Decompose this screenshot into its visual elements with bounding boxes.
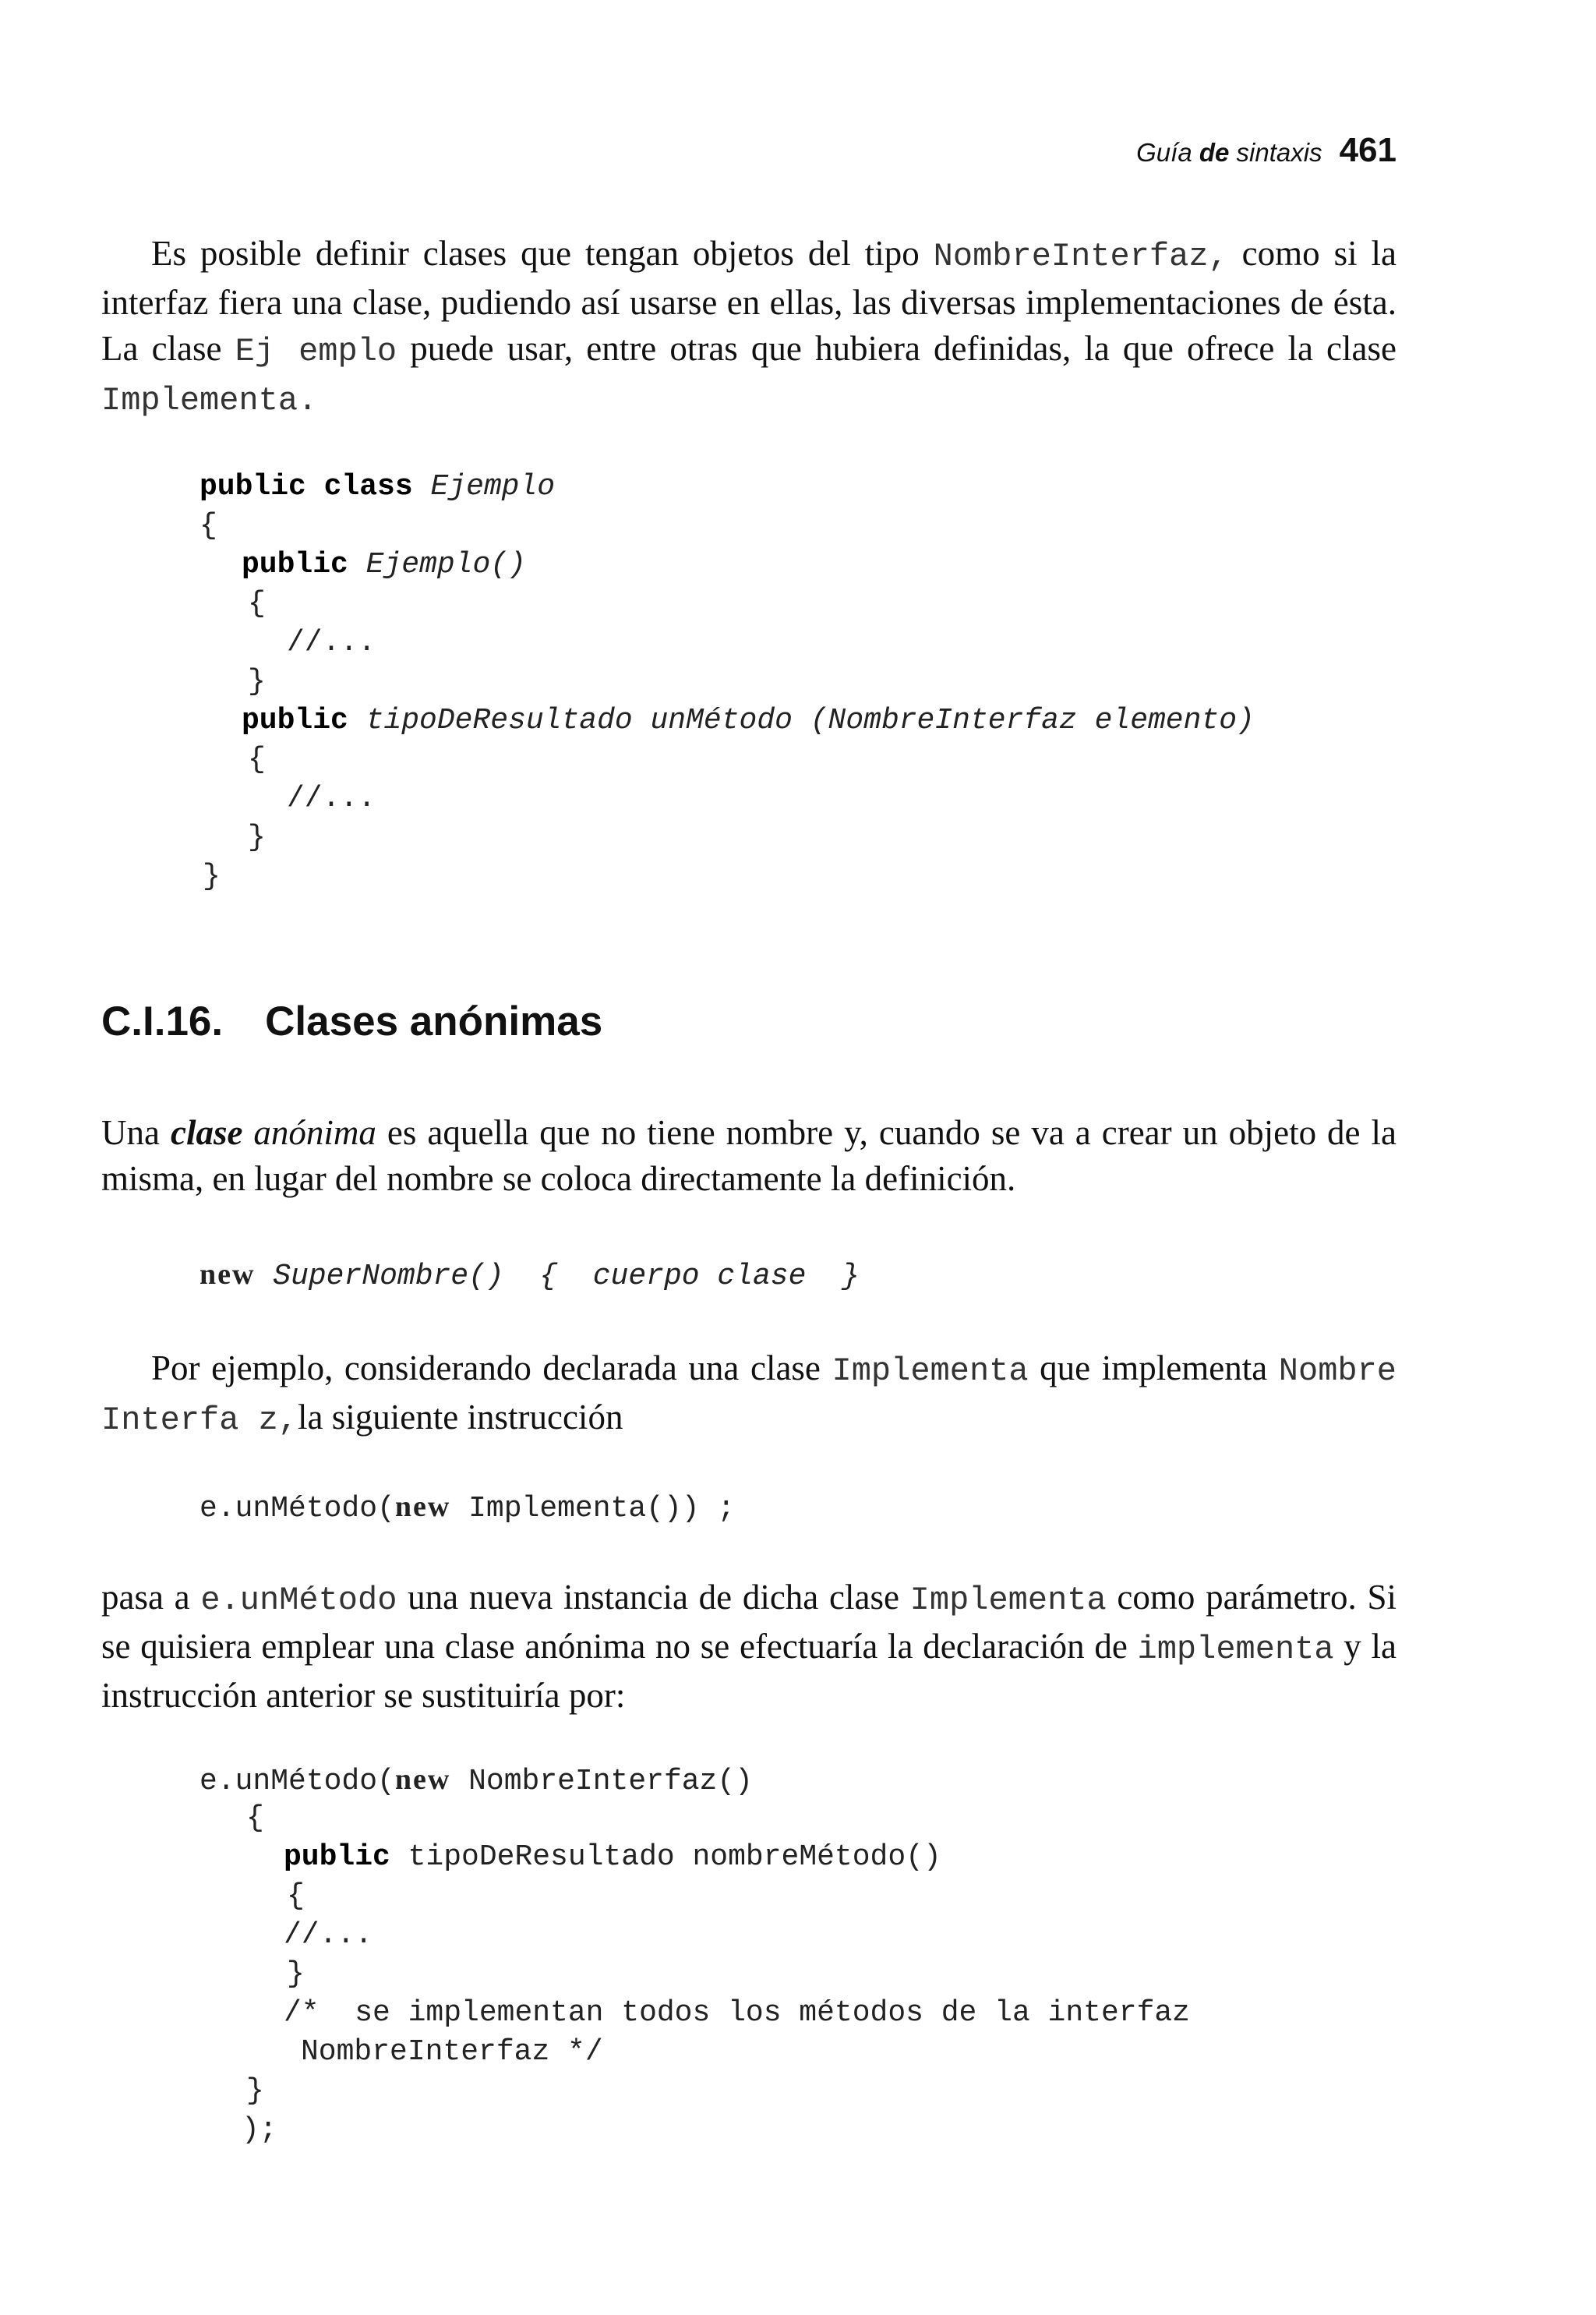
running-title: Guía de sintaxis [1136,138,1322,167]
code-line: e.unMétodo(new NombreInterfaz() [200,1763,753,1798]
code-syntax-new [0,1255,1596,1355]
code-block-ejemplo [0,468,1596,903]
code-line: { [248,743,266,776]
code-line: } [287,1957,305,1991]
code-block-anonymous [0,1760,1596,2162]
code-line: } [246,2074,264,2108]
code-line: { [200,509,217,543]
code-line: { [248,587,266,620]
code-line: } [248,821,266,854]
code-line: e.unMétodo(new Implementa()) ; [200,1490,736,1525]
running-header [1136,131,1396,170]
section-title: Clases anónimas [265,998,603,1044]
code-line: ); [242,2113,277,2147]
code-line: new SuperNombre() { cuerpo clase } [200,1258,860,1293]
code-line: public tipoDeResultado unMétodo (NombreInterfaz elemento) [242,704,1255,737]
code-line: { [287,1879,305,1913]
paragraph-interfaces: Es posible definir clases que tengan objetos del tipo NombreInterfaz, como si la interfaz fiera una clase, pudiendo así usarse en ellas, las diversas implementaciones de ésta. La clase Ej emplo puede usar, entre otras que hubiera definidas, la que ofrece la clase Implementa. [101,234,1396,419]
section-heading [101,998,602,1045]
code-line: NombreInterfaz */ [301,2035,603,2069]
code-line: public class Ejemplo [200,470,556,504]
code-line: //... [287,782,376,815]
code-line: public tipoDeResultado nombreMétodo() [284,1840,941,1874]
code-line: //... [287,626,376,659]
page-number: 461 [1339,131,1396,169]
paragraph-example: Por ejemplo, considerando declarada una clase Implementa que implementa Nombre Interfa z,la siguiente instrucción [101,1348,1397,1439]
code-line: /* se implementan todos los métodos de la interfaz [284,1996,1190,2030]
code-line: } [248,665,266,698]
code-call-implementa [0,1487,1596,1588]
code-line: //... [284,1918,373,1952]
code-line: public Ejemplo() [242,548,526,581]
code-line: } [203,860,221,893]
paragraph-explanation: pasa a e.unMétodo una nueva instancia de dicha clase Implementa como parámetro. Si se quisiera emplear una clase anónima no se efectuaría la declaración de implementa y la instrucción anterior se sustituiría por: [101,1578,1397,1715]
code-line: { [246,1801,264,1835]
paragraph-anonymous-class-definition: Una clase anónima es aquella que no tiene nombre y, cuando se va a crear un objeto de la misma, en lugar del nombre se coloca directamente la definición. [101,1113,1396,1198]
section-number: C.I.16. [101,998,224,1044]
